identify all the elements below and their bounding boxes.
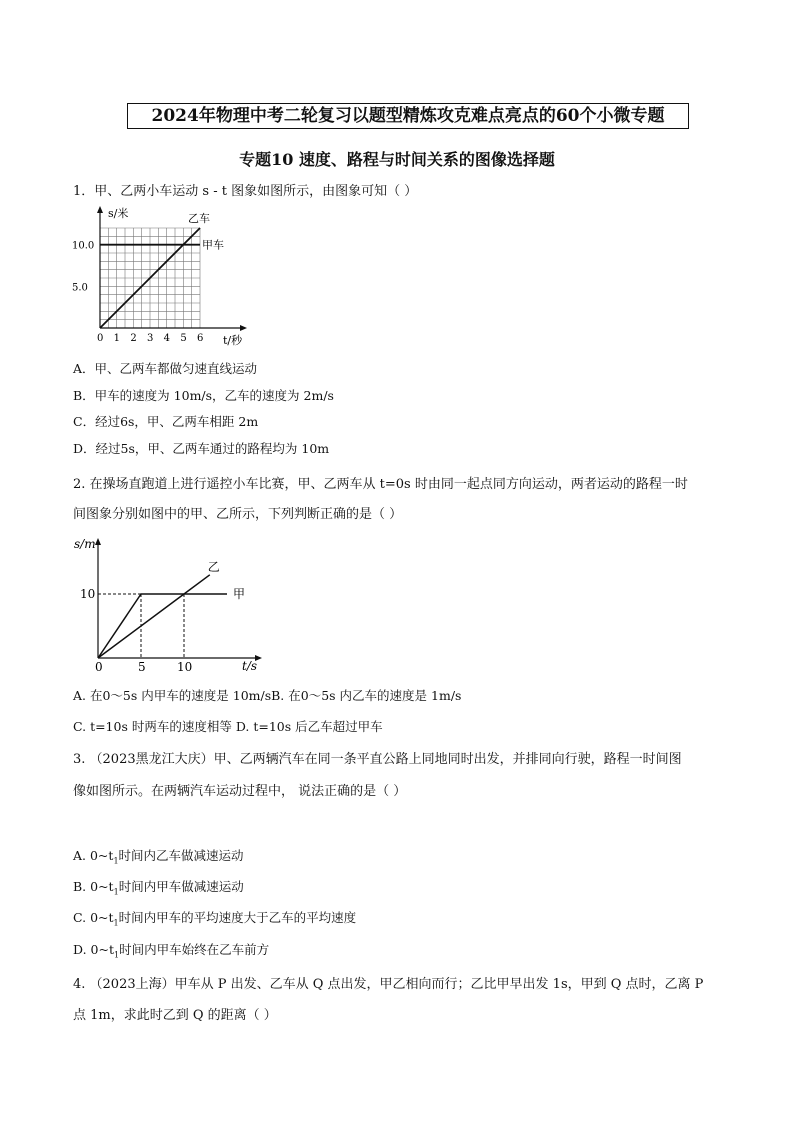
q1-legend-label: 乙车 [188, 212, 210, 225]
q2-series-jia [98, 594, 227, 658]
q2-y-tick: 10 [80, 587, 96, 601]
q2-stem-line1: 2. 在操场直跑道上进行遥控小车比赛，甲、乙两车从 t=0s 时由同一起点同方向运动，两者运动的路程一时 [73, 477, 688, 492]
q2-stem-line2: 间图象分别如图中的甲、乙所示，下列判断正确的是（ ） [73, 507, 403, 522]
q2-legend-label: 乙 [207, 559, 220, 574]
q3-option-b: B. $0\sim t_1$时间内甲车做减速运动 [73, 879, 244, 897]
q2-options-cd: C. t=10s 时两车的速度相等 D. t=10s 后乙车超过甲车 [73, 719, 383, 734]
q1-x-tick: 6 [197, 333, 204, 344]
q2-series-yi [98, 575, 210, 658]
q1-y-label: s/米 [108, 207, 129, 220]
q2-st-chart [70, 532, 270, 674]
q1-x-tick: 2 [130, 333, 137, 344]
q2-x-tick: 0 [95, 660, 103, 674]
q1-x-tick: 0 [97, 333, 104, 344]
document-banner-title: 2024年物理中考二轮复习以题型精炼攻克难点亮点的60个小微专题 [127, 103, 689, 129]
q1-x-tick: 5 [180, 333, 187, 344]
q1-y-tick: 5.0 [72, 282, 88, 294]
q2-y-label: s/m [74, 537, 96, 551]
q1-x-tick: 3 [147, 333, 154, 344]
q3-option-a: A. $0\sim t_1$时间内乙车做减速运动 [73, 848, 244, 866]
q2-x-tick: 5 [138, 660, 146, 674]
q1-y-tick: 10.0 [72, 240, 95, 252]
q1-legend-label: 甲车 [202, 238, 224, 252]
q1-option-c: C．经过6s，甲、乙两车相距 2m [73, 414, 259, 429]
q1-option-a: A．甲、乙两车都做匀速直线运动 [73, 361, 258, 376]
q1-option-b: B．甲车的速度为 10m/s，乙车的速度为 2m/s [73, 388, 334, 403]
q1-x-arrow [240, 325, 247, 331]
q2-options-ab: A. 在0～5s 内甲车的速度是 10m/sB. 在0～5s 内乙车的速度是 1m/s [73, 688, 462, 703]
q1-st-chart [70, 200, 270, 350]
q3-option-d: D. $0\sim t_1$时间内甲车始终在乙车前方 [73, 942, 270, 960]
q2-x-label: t/s [242, 659, 258, 673]
q1-option-d: D．经过5s，甲、乙两车通过的路程均为 10m [73, 441, 330, 456]
topic-subtitle: 专题10 速度、路程与时间关系的图像选择题 [239, 150, 555, 169]
q1-x-tick: 4 [163, 333, 171, 344]
q1-y-arrow [97, 206, 103, 213]
q1-x-tick: 1 [113, 333, 121, 344]
q1-stem: 1．甲、乙两小车运动 s - t 图象如图所示，由图象可知（ ） [73, 184, 418, 199]
q2-legend-label: 甲 [233, 587, 246, 601]
q1-x-label: t/秒 [223, 334, 243, 347]
q4-stem-line2: 点 1m，求此时乙到 Q 的距离（ ） [73, 1008, 277, 1023]
q3-stem-line1: 3. （2023黑龙江大庆）甲、乙两辆汽车在同一条平直公路上同地同时出发，并排同向行驶，路程一时间图 [73, 752, 682, 767]
q2-y-arrow [95, 538, 101, 545]
q4-stem-line1: 4. （2023上海）甲车从 P 出发、乙车从 Q 点出发，甲乙相向而行；乙比甲早出发 1s，甲到 Q 点时，乙离 P [73, 977, 704, 992]
q3-option-c: C. $0\sim t_1$时间内甲车的平均速度大于乙车的平均速度 [73, 910, 357, 928]
q2-x-tick: 10 [177, 660, 193, 674]
q3-stem-line2: 像如图所示。在两辆汽车运动过程中， 说法正确的是（ ） [73, 784, 407, 799]
